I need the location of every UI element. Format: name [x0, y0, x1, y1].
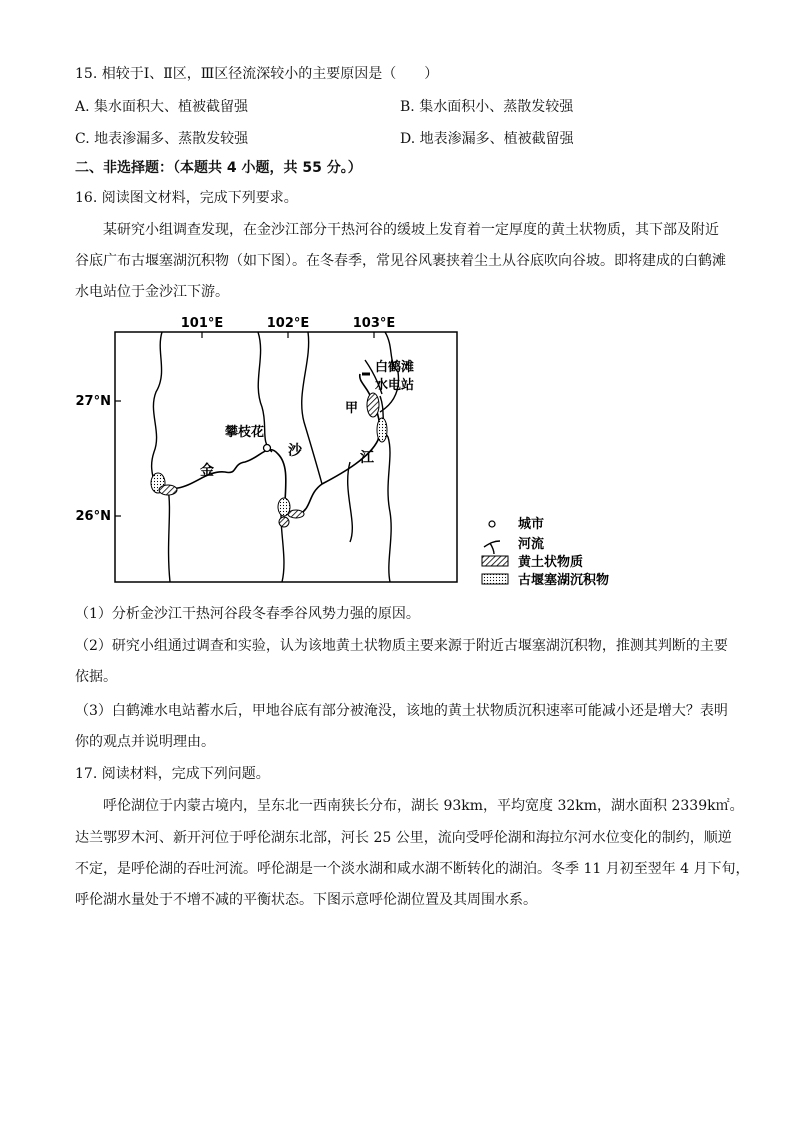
river-label: 江	[360, 450, 374, 466]
city-label: 攀枝花	[225, 425, 265, 440]
q16-para-line: 水电站位于金沙江下游。	[75, 284, 229, 300]
loess-area	[367, 393, 379, 417]
q17-para-line: 达兰鄂罗木河、新开河位于呼伦湖东北部，河长 25 公里，流向受呼伦湖和海拉尔河水位变化的制约，顺逆	[75, 830, 732, 846]
q15-option-a: A. 集水面积大、植被截留强	[75, 99, 249, 115]
lat-label: 27°N	[75, 394, 111, 409]
q16-subquestion-3: （3）白鹤滩水电站蓄水后，甲地谷底有部分被淹没，该地的黄土状物质沉积速率可能减小还是增大？表明	[75, 703, 728, 719]
lon-label: 102°E	[266, 316, 310, 331]
legend-label: 城市	[518, 517, 545, 532]
q16-subquestion-2: （2）研究小组通过调查和实验，认为该地黄土状物质主要来源于附近古堰塞湖沉积物，推测其判断的主要	[75, 638, 728, 654]
city-icon	[264, 445, 271, 452]
legend-label: 黄土状物质	[518, 555, 584, 570]
legend-lake-deposit-icon	[482, 574, 508, 584]
q16-subquestion-3-cont: 你的观点并说明理由。	[75, 734, 215, 750]
q15-option-b: B. 集水面积小、蒸散发较强	[400, 99, 574, 115]
q17-para-line: 呼伦湖水量处于不增不减的平衡状态。下图示意呼伦湖位置及其周围水系。	[75, 892, 537, 908]
loess-area	[159, 485, 177, 495]
river-label: 金	[200, 463, 214, 479]
q17-para-line: 不定，是呼伦湖的吞吐河流。呼伦湖是一个淡水湖和咸水湖不断转化的湖泊。冬季 11 月初至翌年 4 月下旬，	[75, 861, 750, 877]
q16-subquestion-1: （1）分析金沙江干热河谷段冬春季谷风势力强的原因。	[75, 606, 420, 622]
legend-river-icon	[484, 541, 500, 554]
legend-label: 古堰塞湖沉积物	[518, 573, 610, 588]
lon-label: 101°E	[180, 316, 224, 331]
lon-label: 103°E	[352, 316, 396, 331]
site-label: 甲	[345, 401, 359, 416]
loess-area	[279, 517, 289, 527]
map-legend	[482, 516, 609, 588]
loess-area	[288, 510, 304, 518]
legend-loess-icon	[482, 556, 508, 566]
q16-para-line: 谷底广布古堰塞湖沉积物（如下图）。在冬春季，常见谷风裹挟着尘土从谷底吹向谷坡。即将建成的白鹤滩	[75, 253, 726, 269]
q15-stem: 15. 相较于Ⅰ、Ⅱ区，Ⅲ区径流深较小的主要原因是（ ）	[75, 66, 439, 82]
legend-city-icon	[489, 521, 495, 527]
lake-deposit-area	[377, 418, 387, 442]
map-svg	[60, 312, 660, 602]
legend-label: 河流	[518, 537, 545, 552]
q15-option-d: D. 地表渗漏多、植被截留强	[400, 131, 574, 147]
station-label: 白鹤滩	[375, 360, 415, 375]
q17-stem: 17. 阅读材料，完成下列问题。	[75, 766, 270, 782]
q16-stem: 16. 阅读图文材料，完成下列要求。	[75, 190, 298, 206]
lat-label: 26°N	[75, 509, 111, 524]
q16-subquestion-2-cont: 依据。	[75, 669, 117, 685]
q16-para-line: 某研究小组调查发现，在金沙江部分干热河谷的缓坡上发育着一定厚度的黄土状物质，其下部及附近	[103, 222, 719, 238]
q17-para-line: 呼伦湖位于内蒙古境内，呈东北一西南狭长分布，湖长 93km，平均宽度 32km，湖水面积 2339k㎡。	[103, 798, 744, 814]
section2-title: 二、非选择题：（本题共 4 小题，共 55 分。）	[75, 160, 362, 176]
station-label: 水电站	[375, 378, 415, 393]
river-label: 沙	[288, 443, 302, 459]
jinsha-river-map	[60, 312, 660, 602]
q15-option-c: C. 地表渗漏多、蒸散发较强	[75, 131, 249, 147]
